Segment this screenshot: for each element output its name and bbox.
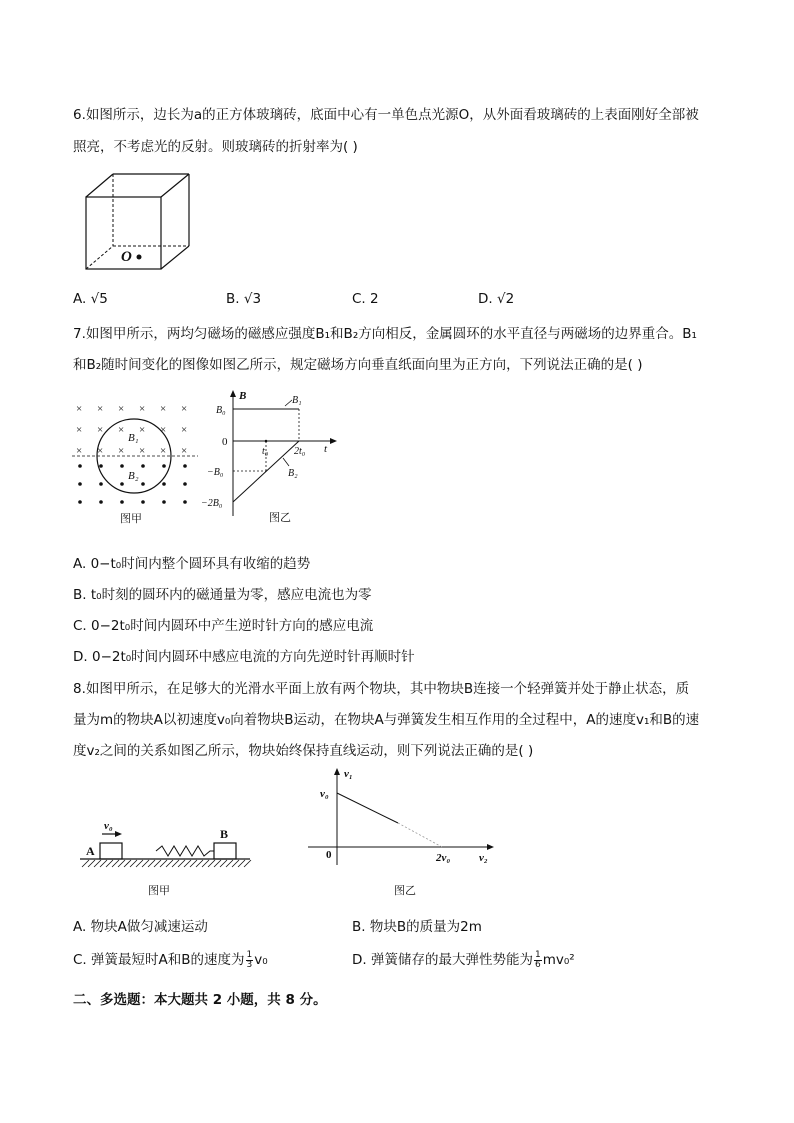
field-cross-mark: × [139,424,146,436]
q8-block-b [214,843,236,859]
ground-hatch-line [208,860,215,867]
q8-option-d[interactable]: D. 弹簧储存的最大弹性势能为 $\frac{1}{6}$ mv₀² [352,949,575,970]
ground-hatch-line [232,860,239,867]
q6-source-label: O [121,249,132,265]
field-cross-mark: × [160,445,167,457]
q7-fig-jia-caption: 图甲 [120,512,142,525]
q8-fig-jia [78,815,253,900]
field-dot-mark [78,500,82,504]
q7-graph-y-axis-label: B [239,390,247,402]
ground-hatch-line [154,860,161,867]
field-cross-mark: × [118,424,125,436]
q8-stem-line1: 8.如图甲所示，在足够大的光滑水平面上放有两个物块，其中物块B连接一个轻弹簧并处于静止状态，质 [73,681,690,697]
q7-graph-x-axis-label: t [324,443,328,455]
q7-fig-yi-graph [200,388,345,528]
ground-hatch-line [226,860,233,867]
q7-stem-line1: 7.如图甲所示，两均匀磁场的磁感应强度B₁和B₂方向相反，金属圆环的水平直径与两磁场的边界重合。B₁ [73,326,697,342]
ground-hatch-line [172,860,179,867]
ground-hatch-line [106,860,113,867]
q6-option-c[interactable]: C. 2 [352,291,379,307]
q8-tick-2v0: 2v₀ [436,852,451,864]
q8-fig-yi-caption: 图乙 [394,884,416,897]
ground-hatch-line [124,860,131,867]
field-dot-mark [120,482,124,486]
q8-graph-y-axis-label: v₁ [344,768,353,780]
field-cross-mark: × [97,424,104,436]
ground-hatch-line [100,860,107,867]
q7-tick-b0: B₀ [216,405,226,416]
q8-stem-line3: 度v₂之间的关系如图乙所示，物块始终保持直线运动，则下列说法正确的是( ) [73,743,534,759]
q7-fig-yi-caption: 图乙 [269,511,291,524]
q8-fig-jia-caption: 图甲 [148,884,170,897]
ground-hatch-line [202,860,209,867]
ground-hatch-line [190,860,197,867]
q7-tick-2t0: 2t₀ [294,446,306,457]
field-cross-mark: × [76,445,83,457]
q6-light-source-dot [137,255,142,260]
field-cross-mark: × [181,424,188,436]
ground-hatch-line [148,860,155,867]
field-cross-mark: × [160,424,167,436]
field-cross-mark: × [97,445,104,457]
field-cross-mark: × [139,403,146,415]
ground-hatch-line [94,860,101,867]
ground-hatch-line [82,860,89,867]
q8-option-d-fraction: $\frac{1}{6}$ [534,949,541,970]
ground-hatch-line [142,860,149,867]
ground-hatch-line [214,860,221,867]
field-dot-mark [162,500,166,504]
q8-graph-x-axis-label: v₂ [479,852,488,864]
q7-tick-neg-2b0: −2B₀ [201,498,223,509]
ground-hatch-line [136,860,143,867]
q6-stem-line1: 6.如图所示，边长为a的正方体玻璃砖，底面中心有一单色点光源O，从外面看玻璃砖的上表面刚好全部被 [73,107,699,123]
ground-hatch-line [118,860,125,867]
field-dot-mark [183,500,187,504]
q7-graph-label-b1: B₁ [292,395,302,406]
q8-graph-origin: 0 [326,849,332,861]
ground-hatch-line [112,860,119,867]
q8-label-b: B [220,827,229,841]
q8-option-c[interactable]: C. 弹簧最短时A和B的速度为 $\frac{1}{3}$ v₀ [73,949,268,970]
ground-hatch-line [184,860,191,867]
q8-option-a[interactable]: A. 物块A做匀减速运动 [73,919,208,935]
q8-spring [156,846,214,856]
field-cross-mark: × [139,445,146,457]
q7-graph-label-b2: B₂ [288,468,298,479]
field-dot-mark [162,482,166,486]
ground-hatch-line [244,860,251,867]
q8-option-b[interactable]: B. 物块B的质量为2m [352,919,482,935]
q6-cube-figure [82,170,197,275]
q7-option-d[interactable]: D. 0−2t₀时间内圆环中感应电流的方向先逆时针再顺时针 [73,649,415,665]
ground-hatch-line [196,860,203,867]
field-cross-mark: × [118,445,125,457]
section-heading-multiple-choice: 二、多选题：本大题共 2 小题，共 8 分。 [73,992,327,1008]
field-dot-mark [162,464,166,468]
ground-hatch-line [88,860,95,867]
field-dot-mark [120,500,124,504]
q7-stem-line2: 和B₂随时间变化的图像如图乙所示，规定磁场方向垂直纸面向里为正方向，下列说法正确的是( ) [73,357,643,373]
field-dot-mark [183,482,187,486]
field-dot-mark [99,482,103,486]
field-dot-mark [141,464,145,468]
field-cross-mark: × [76,403,83,415]
ground-hatch-line [166,860,173,867]
field-dot-mark [141,500,145,504]
q8-tick-v0: v₀ [320,788,329,800]
q7-option-b[interactable]: B. t₀时刻的圆环内的磁通量为零，感应电流也为零 [73,587,372,603]
q7-fig-jia [70,398,200,528]
q7-tick-t0: t₀ [262,446,269,457]
ground-hatch-line [178,860,185,867]
q7-label-b1: B₁ [128,432,139,444]
field-dot-mark [78,482,82,486]
q8-block-a [100,843,122,859]
q7-tick-neg-b0: −B₀ [207,467,224,478]
field-dot-mark [141,482,145,486]
q7-option-c[interactable]: C. 0−2t₀时间内圆环中产生逆时针方向的感应电流 [73,618,374,634]
field-cross-mark: × [160,403,167,415]
q8-fig-yi-graph [308,765,498,900]
q8-ground-hatch [82,860,251,867]
q7-label-b2: B₂ [128,470,139,482]
field-cross-mark: × [97,403,104,415]
ground-hatch-line [238,860,245,867]
q6-option-d[interactable]: D. √2 [478,291,515,307]
ground-hatch-line [130,860,137,867]
field-cross-mark: × [118,403,125,415]
field-dot-mark [78,464,82,468]
q6-option-b[interactable]: B. √3 [226,291,262,307]
q7-graph-origin: 0 [222,436,228,448]
q6-stem-line2: 照亮，不考虑光的反射。则玻璃砖的折射率为( ) [73,139,358,155]
field-cross-mark: × [76,424,83,436]
field-dot-mark [99,500,103,504]
q8-label-v0: v₀ [104,820,113,832]
field-cross-mark: × [181,445,188,457]
q6-option-a[interactable]: A. √5 [73,291,108,307]
q8-stem-line2: 量为m的物块A以初速度v₀向着物块B运动，在物块A与弹簧发生相互作用的全过程中，A的速度v₁和B的速 [73,712,700,728]
field-dot-mark [99,464,103,468]
ground-hatch-line [220,860,227,867]
field-dot-mark [120,464,124,468]
q8-option-c-fraction: $\frac{1}{3}$ [246,949,253,970]
q7-option-a[interactable]: A. 0−t₀时间内整个圆环具有收缩的趋势 [73,556,311,572]
field-dot-mark [183,464,187,468]
q8-label-a: A [86,844,95,858]
ground-hatch-line [160,860,167,867]
field-cross-mark: × [181,403,188,415]
